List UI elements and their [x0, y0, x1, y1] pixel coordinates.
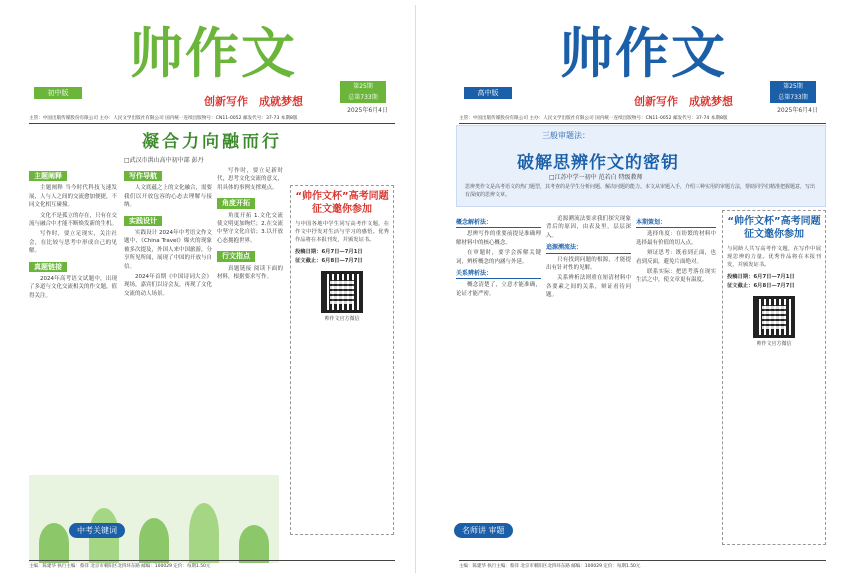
right-summary: 思辨类作文是高考语文的热门题型，其考查的是学生分析问题、解决问题的能力。本文从审题入手，介绍三种实用的审题方法，帮助同学们精准把握题意，写出有深度的思辨文章。	[465, 184, 816, 198]
subhead-concept: 概念解析法：	[456, 219, 541, 228]
paragraph: 只有找到问题的根源，才能提出有针对性的见解。	[546, 256, 631, 272]
paragraph: 文化不是孤立的存在，只有在交流与融合中才能不断焕发新的生机。	[29, 212, 117, 228]
tree-illustration	[139, 518, 169, 563]
right-contest-promo	[722, 210, 826, 545]
left-masthead	[4, 5, 416, 113]
right-newspaper-page	[434, 5, 846, 573]
paragraph: 真题链接 阅读下面的材料，根据要求写作。	[217, 265, 283, 281]
paragraph: 2024年首期《中国诗词大会》现场，嘉宾们以诗会友，再现了文化交流的动人场景。	[124, 274, 212, 297]
left-logo: 帅作文	[129, 21, 297, 85]
subhead-planning: 本期策划：	[636, 219, 716, 228]
right-column-3	[636, 215, 716, 515]
paragraph: 人文底蕴之上的文化融合，需要我们以开放包容的心态去理解与接纳。	[124, 185, 212, 209]
right-masthead	[434, 5, 846, 113]
paragraph: 辩证思考：既看到正面，也看到反面，避免片面绝对。	[636, 250, 716, 265]
right-slogan: 创新写作 成就梦想	[634, 95, 733, 108]
subhead-theme: 主题阐释	[29, 171, 67, 181]
right-issue-total: 总第733期	[778, 94, 808, 101]
right-promo-deadline: 投稿日期：6月7日—7月1日	[727, 274, 795, 280]
paragraph: 角度开拓 1.文化交流使文明更加绚烂；2.在交流中坚守文化自信；3.以开放心态拥抱世界。	[217, 212, 283, 244]
left-column-2	[124, 167, 212, 472]
paragraph: 联系实际：把思考落在现实生活之中，使文章更有温度。	[636, 269, 716, 284]
tree-illustration	[39, 523, 69, 563]
left-keyword-banner	[29, 475, 279, 563]
left-promo-title: “帅作文杯”高考同题征文邀你参加	[295, 191, 389, 215]
right-byline: □江苏中学一初中 范若白 特级教师	[549, 174, 643, 181]
right-headline: 破解思辨作文的密钥	[517, 153, 679, 173]
right-promo-deadline-2: 征文截止：6月8日—7月7日	[727, 283, 795, 289]
right-qr-code[interactable]	[753, 296, 795, 338]
subhead-guidance: 行文指点	[217, 251, 255, 261]
left-promo-deadline: 投稿日期：6月7日—7月1日	[295, 249, 363, 255]
left-promo-text: 与中国各地中学生同写高考作文题，在作文中抒发对生活与学习的感悟。优秀作品将在本报刊发，并颁发证书。	[295, 221, 389, 243]
paragraph: 实践设计 2024年中考语文作文题中，《China Travel》爆火的现象被多次提及，外国人来中国旅游，分享所见所闻，展现了中国的开放与自信。	[124, 230, 212, 270]
left-headline-band	[29, 127, 395, 153]
left-column-1	[29, 167, 117, 472]
left-qr-caption: 帅作文官方微信	[324, 316, 360, 322]
subhead-exam-link: 真题链接	[29, 262, 67, 272]
right-issue-date: 2025年6月4日	[777, 107, 818, 114]
right-qr-caption: 帅作文官方微信	[756, 341, 792, 347]
right-footer: 主编：陈建华 执行主编：蔡萍 北京市朝阳区北四环东路 邮编：100029 定价：每期1.50元	[459, 560, 826, 569]
paragraph: 写作时，要立足现实，关注社会，在比较与思考中形成自己的见解。	[29, 231, 117, 255]
right-section-tag: 高中版	[464, 87, 512, 99]
right-column-1	[456, 215, 541, 515]
left-issue-date: 2025年6月4日	[347, 107, 388, 114]
subhead-origin: 追源溯流法：	[546, 244, 631, 253]
right-promo-text: 与同龄人共写高考作文题，在写作中展现思辨的力量。优秀作品将在本报刊发，并颁发证书。	[727, 246, 821, 268]
left-headline: 凝合力向融而行	[142, 132, 282, 152]
left-footer: 主编：陈建华 执行主编：蔡萍 北京市朝阳区北四环东路 邮编：100029 定价：每期1.50元	[29, 560, 395, 569]
paragraph: 追源溯流法要求我们探究现象背后的原因，由表及里，层层深入。	[546, 216, 631, 239]
left-section-tag: 初中版	[34, 87, 82, 99]
left-contest-promo	[290, 185, 394, 535]
paragraph: 主题阐释 当今时代科技飞速发展，人与人之间的交流愈加便捷，不同文化相互碰撞。	[29, 185, 117, 209]
left-qr-code[interactable]	[321, 271, 363, 313]
right-badge: 名师讲 审题	[454, 523, 513, 538]
right-issue-number: 第25期	[783, 83, 803, 90]
subhead-practice: 实践设计	[124, 216, 162, 226]
paragraph: 写作时，要立足新时代，思考文化交流的意义，用具体的事例支撑观点。	[217, 168, 283, 191]
left-newspaper-page	[4, 5, 416, 573]
right-promo-title: “帅作文杯”高考同题征文邀你参加	[727, 216, 821, 240]
right-logo: 帅作文	[559, 21, 727, 85]
tree-illustration	[189, 503, 219, 563]
right-eyebrow: 三般审题法：	[542, 131, 590, 140]
paragraph: 在审题时，要学会拆解关键词，辨析概念的内涵与外延。	[456, 250, 541, 265]
subhead-angle: 角度开拓	[217, 198, 255, 208]
left-promo-deadline-2: 征文截止：6月8日—7月7日	[295, 258, 363, 264]
left-banner-tag: 中考关键词	[69, 523, 125, 538]
left-column-3	[217, 167, 283, 472]
left-slogan: 创新写作 成就梦想	[204, 95, 303, 108]
subhead-relation: 关系辨析法：	[456, 270, 541, 279]
right-article-header	[456, 125, 826, 207]
left-issue-box	[340, 81, 386, 103]
tree-illustration	[239, 525, 269, 563]
paragraph: 思辨写作的重要前提是准确理解材料中的核心概念。	[456, 231, 541, 246]
paragraph: 选择角度：在纷繁的材料中选择最有价值的切入点。	[636, 231, 716, 246]
right-meta-line: 主管：中国出版传媒股份有限公司 主办：人民文学出版社有限公司 国内统一连续出版物号：CN11-0052 邮发代号：37-74 本期8版	[459, 115, 826, 124]
paragraph: 关系辨析法则重在厘清材料中各要素之间的关系，辩证看待问题。	[546, 275, 631, 299]
paragraph: 2024年高考语文试题中，出现了多道与文化交流相关的作文题，值得关注。	[29, 276, 117, 299]
left-issue-total: 总第733期	[348, 94, 378, 101]
left-meta-line: 主管：中国出版传媒股份有限公司 主办：人民文学出版社有限公司 国内统一连续出版物号：CN11-0052 邮发代号：37-73 本期8版	[29, 115, 395, 124]
left-issue-number: 第25期	[353, 83, 373, 90]
right-column-2	[546, 215, 631, 515]
right-issue-box	[770, 81, 816, 103]
paragraph: 概念清楚了，立意才能准确，论证才能严密。	[456, 282, 541, 297]
subhead-writing-nav: 写作导航	[124, 171, 162, 181]
left-byline: □武汉市洪山高中初中部 彭丹	[124, 157, 204, 164]
